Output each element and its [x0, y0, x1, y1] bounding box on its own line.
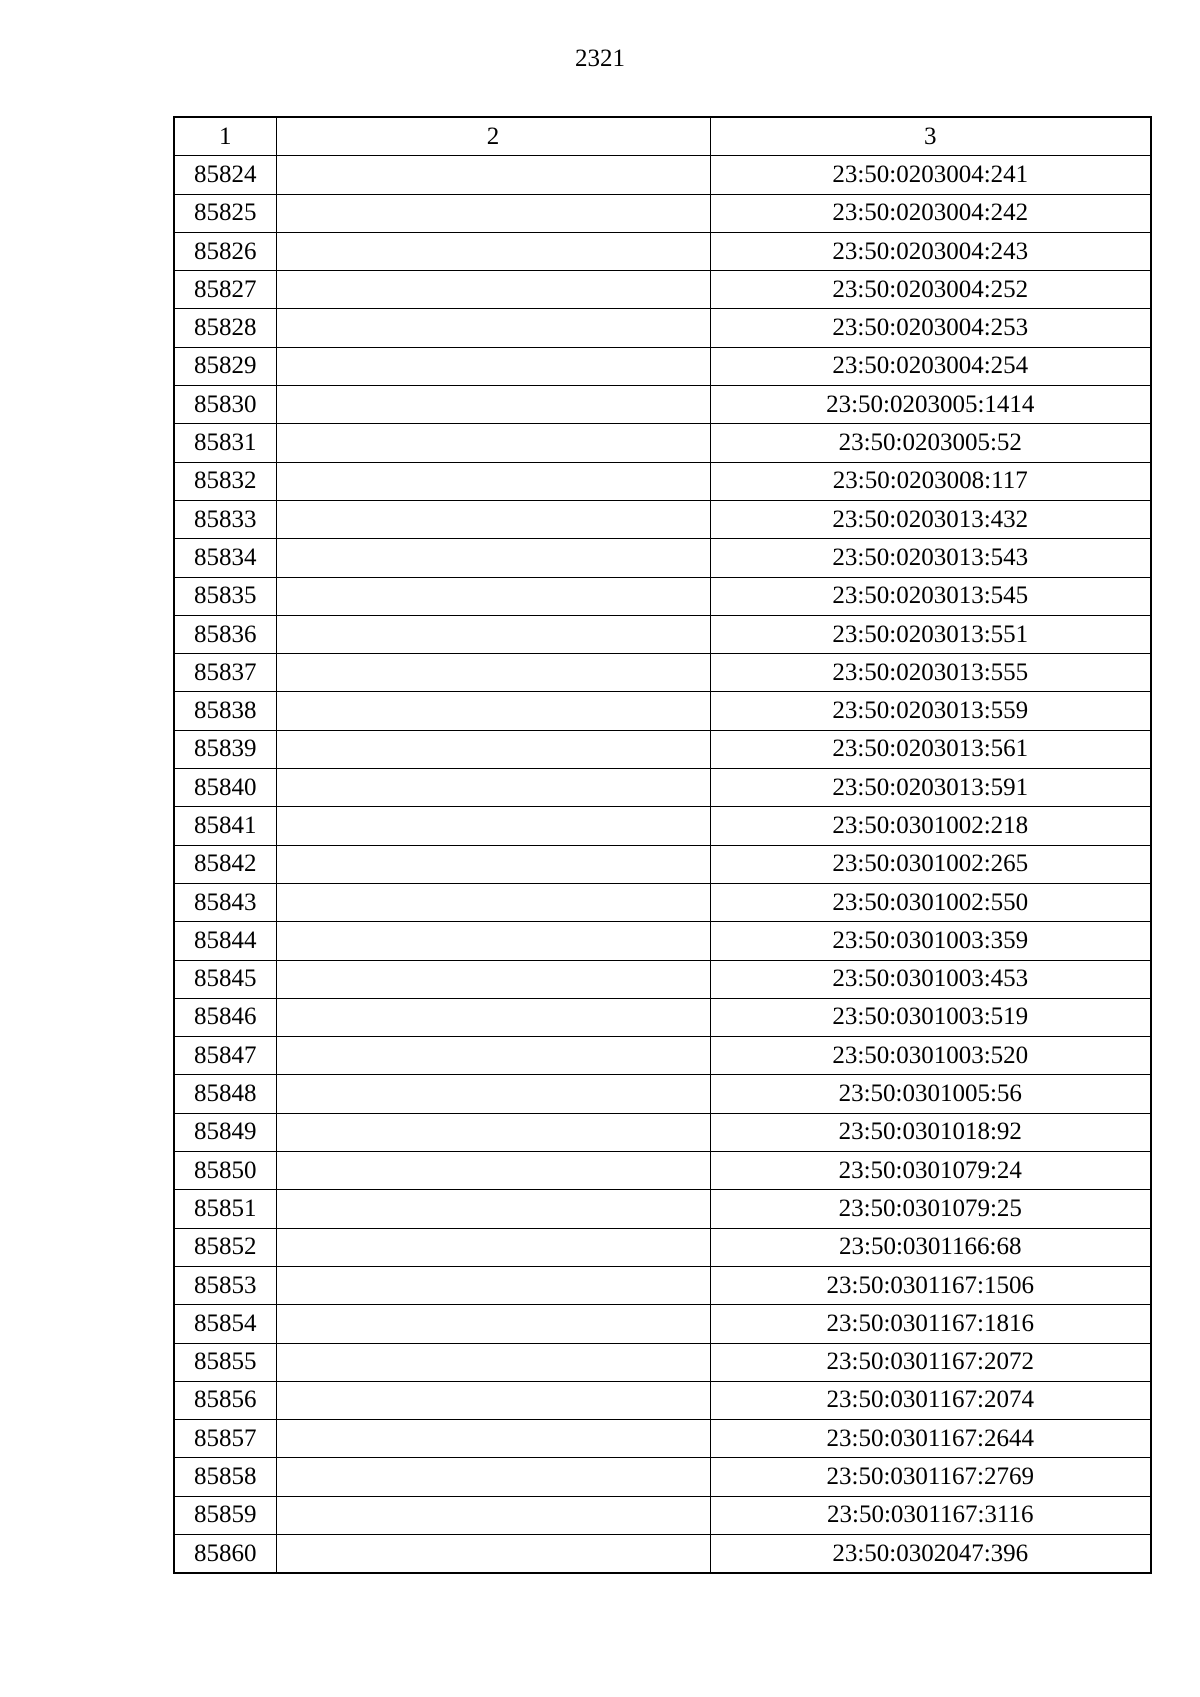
- table-row: [174, 1113, 1151, 1151]
- cadastral-number-cell: 23:50:0203004:254: [710, 347, 1151, 385]
- row-name-cell: [276, 1305, 710, 1343]
- cadastral-number-cell: 23:50:0301003:520: [710, 1037, 1151, 1075]
- table-row: [174, 692, 1151, 730]
- row-name-cell: [276, 1420, 710, 1458]
- cadastral-number-cell: 23:50:0301167:1816: [710, 1305, 1151, 1343]
- row-number-cell: 85825: [174, 194, 276, 232]
- cadastral-number-cell: 23:50:0301079:24: [710, 1152, 1151, 1190]
- cadastral-number-cell: 23:50:0301166:68: [710, 1228, 1151, 1266]
- table-row: [174, 1190, 1151, 1228]
- table-row: [174, 1152, 1151, 1190]
- row-number-cell: 85829: [174, 347, 276, 385]
- row-number-cell: 85859: [174, 1496, 276, 1534]
- row-number-cell: 85860: [174, 1534, 276, 1573]
- table-row: [174, 615, 1151, 653]
- cadastral-number-cell: 23:50:0203013:543: [710, 539, 1151, 577]
- table-row: [174, 1305, 1151, 1343]
- table-row: [174, 654, 1151, 692]
- row-number-cell: 85857: [174, 1420, 276, 1458]
- cadastral-number-cell: 23:50:0301018:92: [710, 1113, 1151, 1151]
- table-row: [174, 1496, 1151, 1534]
- row-name-cell: [276, 1075, 710, 1113]
- row-name-cell: [276, 692, 710, 730]
- row-name-cell: [276, 1266, 710, 1304]
- cadastral-number-cell: 23:50:0301003:453: [710, 960, 1151, 998]
- table-row: [174, 807, 1151, 845]
- row-name-cell: [276, 1037, 710, 1075]
- row-name-cell: [276, 424, 710, 462]
- row-number-cell: 85858: [174, 1458, 276, 1496]
- row-number-cell: 85837: [174, 654, 276, 692]
- cadastral-number-cell: 23:50:0301167:2072: [710, 1343, 1151, 1381]
- cadastral-number-cell: 23:50:0301002:265: [710, 845, 1151, 883]
- table-row: [174, 845, 1151, 883]
- row-name-cell: [276, 539, 710, 577]
- row-number-cell: 85828: [174, 309, 276, 347]
- cadastral-number-cell: 23:50:0301167:2644: [710, 1420, 1151, 1458]
- row-number-cell: 85855: [174, 1343, 276, 1381]
- row-name-cell: [276, 922, 710, 960]
- cadastral-number-cell: 23:50:0203013:545: [710, 577, 1151, 615]
- cadastral-number-cell: 23:50:0301167:3116: [710, 1496, 1151, 1534]
- row-name-cell: [276, 1534, 710, 1573]
- cadastral-number-cell: 23:50:0203013:551: [710, 615, 1151, 653]
- table-row: [174, 1534, 1151, 1573]
- table-row: [174, 577, 1151, 615]
- row-name-cell: [276, 1113, 710, 1151]
- row-name-cell: [276, 271, 710, 309]
- cadastral-number-cell: 23:50:0203004:241: [710, 156, 1151, 194]
- row-number-cell: 85848: [174, 1075, 276, 1113]
- row-name-cell: [276, 156, 710, 194]
- row-number-cell: 85847: [174, 1037, 276, 1075]
- cadastral-number-cell: 23:50:0203005:52: [710, 424, 1151, 462]
- table-row: [174, 922, 1151, 960]
- table-row: [174, 1037, 1151, 1075]
- cadastral-number-cell: 23:50:0203013:555: [710, 654, 1151, 692]
- registry-table: [173, 116, 1152, 1574]
- row-number-cell: 85833: [174, 500, 276, 538]
- row-name-cell: [276, 845, 710, 883]
- row-name-cell: [276, 1458, 710, 1496]
- table-row: [174, 156, 1151, 194]
- table-row: [174, 730, 1151, 768]
- table-row: [174, 271, 1151, 309]
- table-row: [174, 769, 1151, 807]
- cadastral-number-cell: 23:50:0203004:243: [710, 232, 1151, 270]
- row-name-cell: [276, 1343, 710, 1381]
- row-name-cell: [276, 807, 710, 845]
- row-name-cell: [276, 654, 710, 692]
- row-name-cell: [276, 386, 710, 424]
- cadastral-number-cell: 23:50:0301003:519: [710, 998, 1151, 1036]
- cadastral-number-cell: 23:50:0203013:591: [710, 769, 1151, 807]
- cadastral-number-cell: 23:50:0203004:253: [710, 309, 1151, 347]
- table-row: [174, 1075, 1151, 1113]
- row-number-cell: 85842: [174, 845, 276, 883]
- table-body: [174, 156, 1151, 1573]
- row-name-cell: [276, 1381, 710, 1419]
- row-number-cell: 85844: [174, 922, 276, 960]
- row-number-cell: 85841: [174, 807, 276, 845]
- row-number-cell: 85854: [174, 1305, 276, 1343]
- row-number-cell: 85851: [174, 1190, 276, 1228]
- row-number-cell: 85852: [174, 1228, 276, 1266]
- cadastral-number-cell: 23:50:0301167:2769: [710, 1458, 1151, 1496]
- row-name-cell: [276, 730, 710, 768]
- table-row: [174, 1228, 1151, 1266]
- table-row: [174, 232, 1151, 270]
- row-number-cell: 85831: [174, 424, 276, 462]
- table-row: [174, 194, 1151, 232]
- row-number-cell: 85850: [174, 1152, 276, 1190]
- row-number-cell: 85849: [174, 1113, 276, 1151]
- table-row: [174, 539, 1151, 577]
- cadastral-number-cell: 23:50:0302047:396: [710, 1534, 1151, 1573]
- row-number-cell: 85832: [174, 462, 276, 500]
- page-number: 2321: [575, 45, 625, 72]
- cadastral-number-cell: 23:50:0203013:559: [710, 692, 1151, 730]
- row-number-cell: 85834: [174, 539, 276, 577]
- table-row: [174, 386, 1151, 424]
- table-row: [174, 309, 1151, 347]
- cadastral-number-cell: 23:50:0301002:218: [710, 807, 1151, 845]
- row-name-cell: [276, 577, 710, 615]
- header-row: [174, 117, 1151, 156]
- row-number-cell: 85826: [174, 232, 276, 270]
- row-name-cell: [276, 500, 710, 538]
- row-number-cell: 85856: [174, 1381, 276, 1419]
- table-row: [174, 1343, 1151, 1381]
- row-name-cell: [276, 309, 710, 347]
- row-number-cell: 85835: [174, 577, 276, 615]
- row-name-cell: [276, 347, 710, 385]
- row-number-cell: 85846: [174, 998, 276, 1036]
- column-header-2: 2: [276, 117, 710, 156]
- table-row: [174, 462, 1151, 500]
- table-row: [174, 424, 1151, 462]
- table-row: [174, 1458, 1151, 1496]
- cadastral-number-cell: 23:50:0301079:25: [710, 1190, 1151, 1228]
- table-row: [174, 1266, 1151, 1304]
- row-number-cell: 85824: [174, 156, 276, 194]
- row-name-cell: [276, 1496, 710, 1534]
- row-name-cell: [276, 615, 710, 653]
- cadastral-number-cell: 23:50:0203008:117: [710, 462, 1151, 500]
- row-number-cell: 85853: [174, 1266, 276, 1304]
- cadastral-number-cell: 23:50:0301002:550: [710, 883, 1151, 921]
- row-name-cell: [276, 1152, 710, 1190]
- row-name-cell: [276, 883, 710, 921]
- row-number-cell: 85827: [174, 271, 276, 309]
- column-header-3: 3: [710, 117, 1151, 156]
- row-name-cell: [276, 998, 710, 1036]
- row-number-cell: 85838: [174, 692, 276, 730]
- cadastral-number-cell: 23:50:0301003:359: [710, 922, 1151, 960]
- table-header: [174, 117, 1151, 156]
- row-number-cell: 85845: [174, 960, 276, 998]
- cadastral-number-cell: 23:50:0301167:1506: [710, 1266, 1151, 1304]
- cadastral-number-cell: 23:50:0203013:561: [710, 730, 1151, 768]
- row-name-cell: [276, 1228, 710, 1266]
- cadastral-number-cell: 23:50:0301005:56: [710, 1075, 1151, 1113]
- column-header-1: 1: [174, 117, 276, 156]
- row-name-cell: [276, 1190, 710, 1228]
- table-row: [174, 1420, 1151, 1458]
- row-name-cell: [276, 960, 710, 998]
- row-name-cell: [276, 769, 710, 807]
- cadastral-number-cell: 23:50:0203005:1414: [710, 386, 1151, 424]
- cadastral-number-cell: 23:50:0203004:252: [710, 271, 1151, 309]
- row-name-cell: [276, 232, 710, 270]
- row-number-cell: 85840: [174, 769, 276, 807]
- table-row: [174, 883, 1151, 921]
- row-number-cell: 85839: [174, 730, 276, 768]
- row-name-cell: [276, 462, 710, 500]
- row-number-cell: 85843: [174, 883, 276, 921]
- row-number-cell: 85836: [174, 615, 276, 653]
- table-row: [174, 960, 1151, 998]
- table-row: [174, 500, 1151, 538]
- table-row: [174, 347, 1151, 385]
- table-row: [174, 1381, 1151, 1419]
- cadastral-number-cell: 23:50:0203004:242: [710, 194, 1151, 232]
- cadastral-number-cell: 23:50:0203013:432: [710, 500, 1151, 538]
- table-row: [174, 998, 1151, 1036]
- cadastral-number-cell: 23:50:0301167:2074: [710, 1381, 1151, 1419]
- row-name-cell: [276, 194, 710, 232]
- row-number-cell: 85830: [174, 386, 276, 424]
